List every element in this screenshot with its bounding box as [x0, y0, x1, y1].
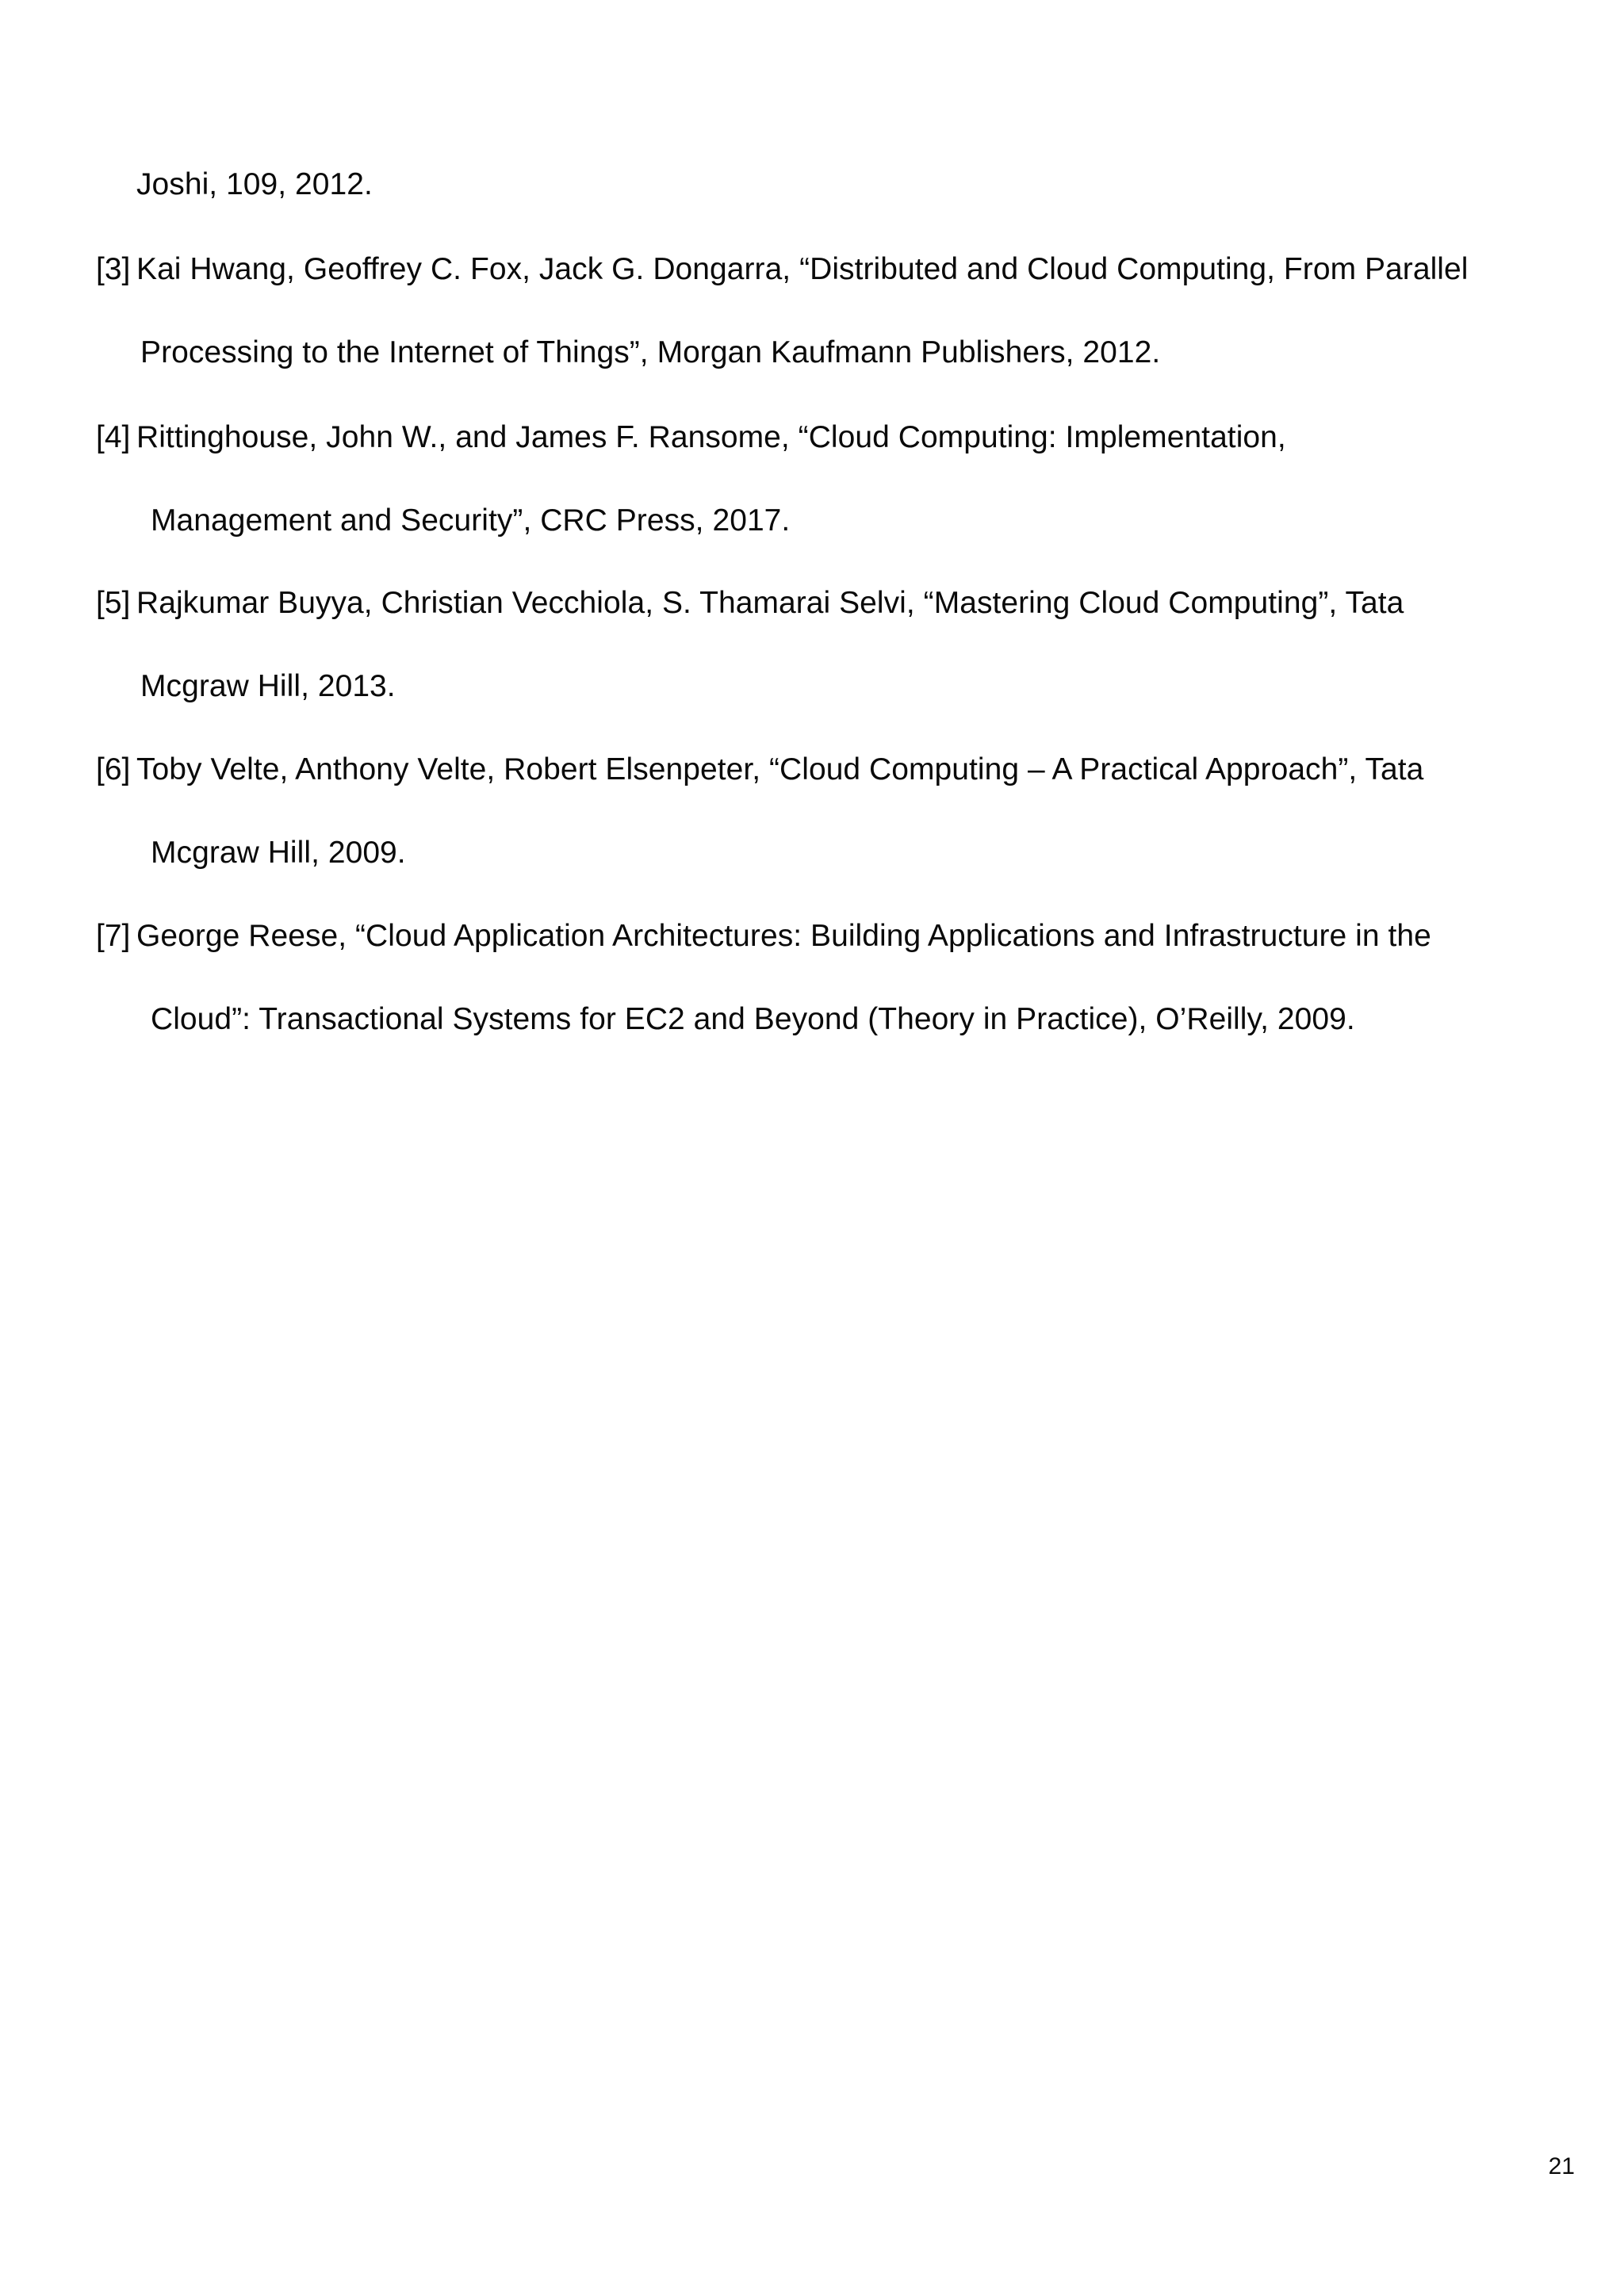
reference-line-5-2: Mcgraw Hill, 2013.	[140, 669, 396, 703]
reference-line-7-1: George Reese, “Cloud Application Architectures: Building Applications and Infrastructure in the	[136, 919, 1431, 953]
reference-line-7-2: Cloud”: Transactional Systems for EC2 and Beyond (Theory in Practice), O’Reilly, 2009.	[151, 1002, 1355, 1036]
reference-marker-7: [7]	[96, 919, 131, 953]
reference-marker-3: [3]	[96, 252, 131, 286]
reference-line-5-1: Rajkumar Buyya, Christian Vecchiola, S. Thamarai Selvi, “Mastering Cloud Computing”, Tata	[136, 586, 1404, 620]
continued-reference-line: Joshi, 109, 2012.	[136, 167, 373, 201]
reference-marker-4: [4]	[96, 420, 131, 454]
reference-line-6-1: Toby Velte, Anthony Velte, Robert Elsenpeter, “Cloud Computing – A Practical Approach”, Tata	[136, 752, 1424, 786]
reference-line-4-2: Management and Security”, CRC Press, 2017.	[151, 503, 791, 538]
page-number: 21	[1548, 2153, 1575, 2179]
reference-line-3-1: Kai Hwang, Geoffrey C. Fox, Jack G. Dongarra, “Distributed and Cloud Computing, From Parallel	[136, 252, 1469, 286]
reference-marker-5: [5]	[96, 586, 131, 620]
reference-line-3-2: Processing to the Internet of Things”, Morgan Kaufmann Publishers, 2012.	[140, 335, 1161, 369]
reference-marker-6: [6]	[96, 752, 131, 786]
reference-line-4-1: Rittinghouse, John W., and James F. Ransome, “Cloud Computing: Implementation,	[136, 420, 1286, 454]
reference-line-6-2: Mcgraw Hill, 2009.	[151, 836, 406, 870]
